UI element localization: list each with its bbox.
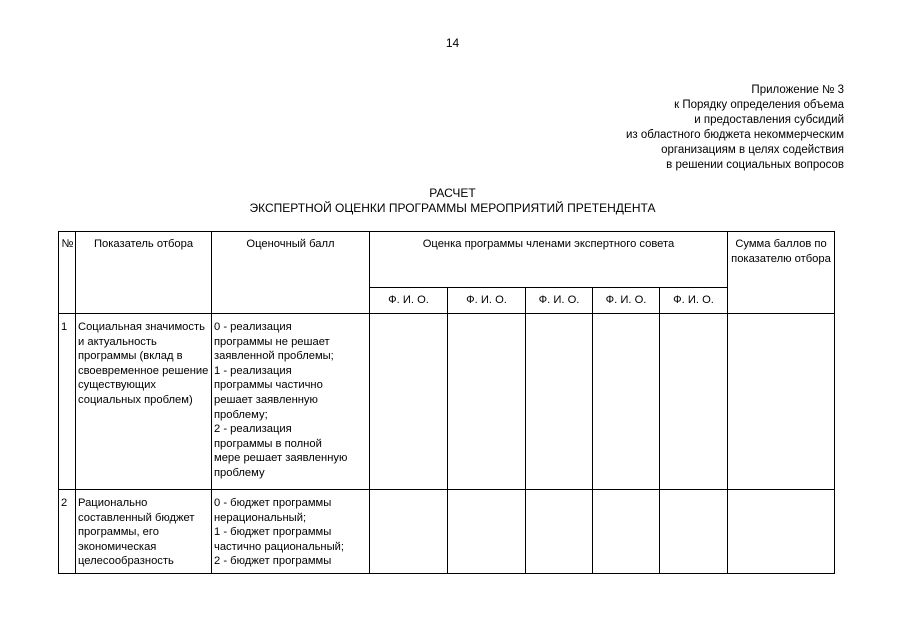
document-heading xyxy=(0,186,905,216)
expert-fio-cell: Ф. И. О. xyxy=(448,288,526,314)
score-line: программы частично xyxy=(214,379,323,392)
header-score: Оценочный балл xyxy=(212,232,370,314)
row-indicator: Рационально составленный бюджет программы, его экономическая целесообразность xyxy=(76,490,212,574)
expert-score-cell xyxy=(448,314,526,490)
score-line: заявленной проблемы; xyxy=(214,350,334,363)
expert-fio-cell: Ф. И. О. xyxy=(526,288,593,314)
annex-block xyxy=(626,83,844,173)
expert-fio-cell: Ф. И. О. xyxy=(660,288,728,314)
row-score xyxy=(212,314,370,490)
score-line: проблему; xyxy=(214,408,268,421)
expert-score-cell xyxy=(526,490,593,574)
sum-cell xyxy=(728,490,835,574)
score-line: 2 - реализация xyxy=(214,423,292,436)
row-number: 2 xyxy=(59,490,76,574)
table-row xyxy=(59,490,835,574)
score-line: 2 - бюджет программы xyxy=(214,555,332,568)
row-number: 1 xyxy=(59,314,76,490)
expert-score-cell xyxy=(660,314,728,490)
annex-line: к Порядку определения объема xyxy=(674,99,844,111)
score-line: программы в полной xyxy=(214,437,322,450)
header-num: № xyxy=(59,232,76,314)
score-line: 0 - бюджет программы xyxy=(214,497,332,509)
annex-line: организациям в целях содействия xyxy=(661,144,844,156)
annex-line: и предоставления субсидий xyxy=(694,114,844,126)
expert-score-cell xyxy=(370,314,448,490)
expert-score-cell xyxy=(370,490,448,574)
score-line: мере решает заявленную xyxy=(214,452,348,465)
expert-fio-cell: Ф. И. О. xyxy=(593,288,660,314)
row-indicator: Социальная значимость и актуальность программы (вклад в своевременное решение существующих социальных проблем) xyxy=(76,314,212,490)
row-score xyxy=(212,490,370,574)
score-line: нерациональный; xyxy=(214,511,307,524)
heading-title: РАСЧЕТ xyxy=(429,186,476,200)
score-line: проблему xyxy=(214,466,265,479)
expert-score-cell xyxy=(660,490,728,574)
annex-line: Приложение № 3 xyxy=(751,84,844,96)
score-line: частично рациональный; xyxy=(214,540,345,553)
expert-score-cell xyxy=(448,490,526,574)
expert-score-cell xyxy=(526,314,593,490)
score-line: 1 - бюджет программы xyxy=(214,526,332,539)
table-row xyxy=(59,314,835,490)
heading-subtitle: ЭКСПЕРТНОЙ ОЦЕНКИ ПРОГРАММЫ МЕРОПРИЯТИЙ ПРЕТЕНДЕНТА xyxy=(249,201,656,215)
evaluation-table xyxy=(58,231,835,574)
header-indicator: Показатель отбора xyxy=(76,232,212,314)
sum-cell xyxy=(728,314,835,490)
score-line: 1 - реализация xyxy=(214,364,292,377)
page-number: 14 xyxy=(445,36,460,50)
annex-line: в решении социальных вопросов xyxy=(666,159,844,171)
header-sum: Сумма баллов по показателю отбора xyxy=(728,232,835,314)
header-row xyxy=(59,232,835,288)
expert-score-cell xyxy=(593,490,660,574)
expert-fio-cell: Ф. И. О. xyxy=(370,288,448,314)
score-line: решает заявленную xyxy=(214,393,318,406)
expert-score-cell xyxy=(593,314,660,490)
score-line: 0 - реализация xyxy=(214,321,292,333)
annex-line: из областного бюджета некоммерческим xyxy=(625,129,844,141)
header-experts: Оценка программы членами экспертного совета xyxy=(370,232,728,288)
score-line: программы не решает xyxy=(214,335,330,348)
